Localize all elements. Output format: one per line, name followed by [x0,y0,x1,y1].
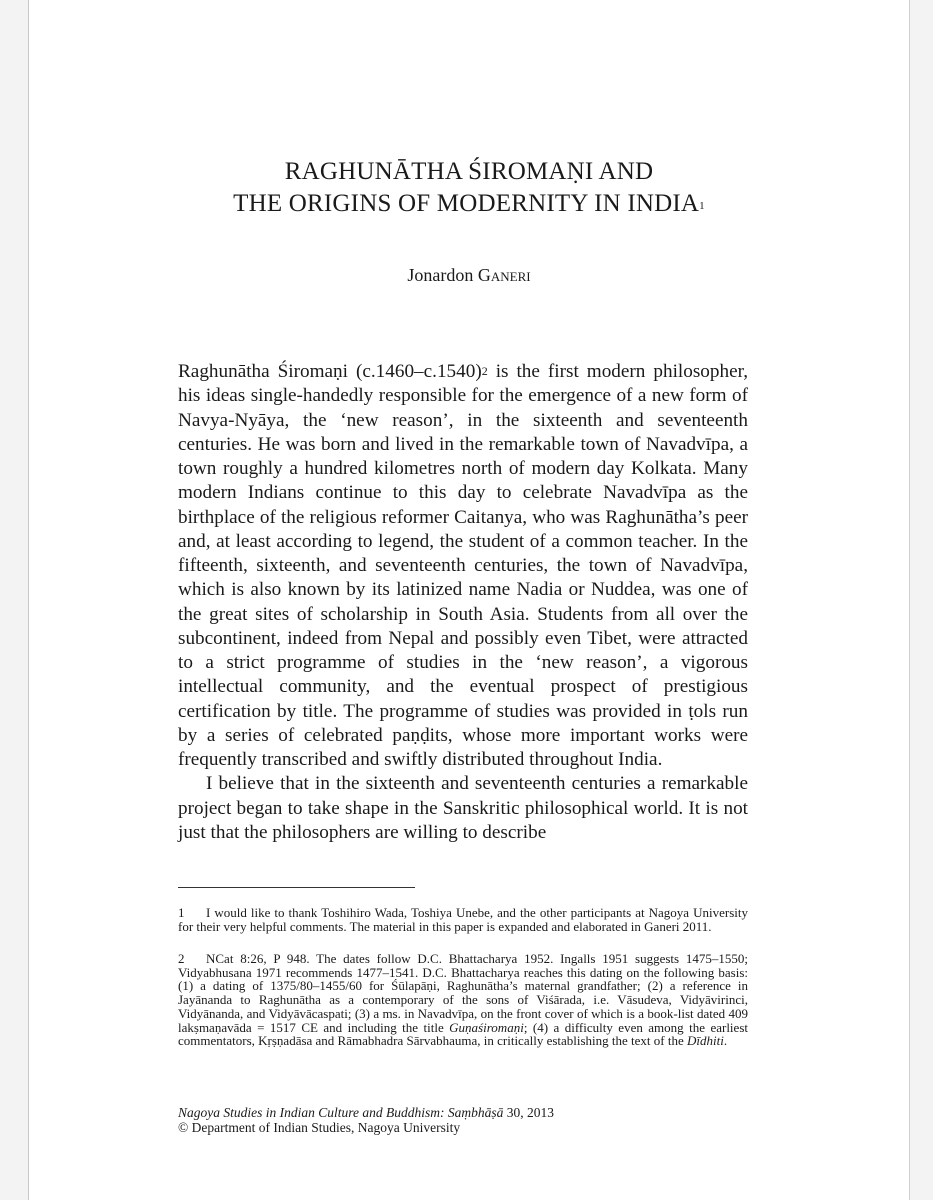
title-line-2-text: THE ORIGINS OF MODERNITY IN INDIA [233,190,700,217]
title-line-1-text: RAGHUNĀTHA ŚIROMAṆI AND [284,158,654,185]
paragraph-1 [178,360,748,772]
main-body [178,360,748,845]
footnote-2-text-b: ; (4) a difficulty even among the earliest commentators, Kṛṣṇadāsa and Rāmabhadra Sārvabhauma, in critically establishing the text of the [178,1019,748,1049]
footnote-2 [178,952,748,1048]
footnote-1 [178,906,748,933]
footnote-1-number: 1 [178,905,185,920]
p2-text: I believe that in the sixteenth and seventeenth centuries a remarkable project began to take shape in the Sanskritic philosophical world. It is not just that the philosophers are willing to describe [178,773,748,843]
footnote-2-text-a: NCat 8:26, P 948. The dates follow D.C. Bhattacharya 1952. Ingalls 1951 suggests 1475–1550; Vidyabhusana 1971 recommends 1477–1541. D.C. Bhattacharya reaches this dating on the following basis: (1) a dating of 1375/80–1455/60 for Śūlapāṇi, Raghunātha’s maternal grandfather; (2) a reference in Jayānanda to Raghunātha as a contemporary of the sons of Viśārada, i.e. Vāsudeva, Vidyāvirinci, Vidyānanda, and Vidyāvācaspati; (3) a ms. in Navadvīpa, on the front cover of which is a book-list dated 409 lakṣmaṇavāda = 1517 CE and including the title [178,951,748,1035]
author-last-name: Ganeri [477,265,531,285]
footnote-2-title-gunasiromani: Guṇaśiromaṇi [449,1019,524,1035]
paragraph-2 [178,772,748,845]
paper-page [28,0,910,1200]
footnote-1-text: I would like to thank Toshihiro Wada, Toshiya Unebe, and the other participants at Nagoya University for their very helpful comments. The material in this paper is expanded and elaborated in Ganeri 2011. [178,905,748,934]
footnote-2-title-didhiti: Dīdhiti [687,1033,724,1049]
article-title-line-1 [29,155,909,189]
title-footnote-marker: 1 [699,200,705,212]
footnote-divider [178,887,415,888]
article-title-line-2 [29,187,909,221]
author-first-name: Jonardon [407,265,478,285]
publication-info [178,1105,748,1135]
journal-name: Nagoya Studies in Indian Culture and Buddhism: Saṃbhāṣā [178,1105,504,1120]
journal-issue: 30, 2013 [503,1105,554,1120]
journal-line [178,1105,748,1120]
footnote-marker-2: 2 [481,364,488,378]
footnote-2-number: 2 [178,951,185,966]
author-name [29,265,909,286]
copyright-line: © Department of Indian Studies, Nagoya University [178,1120,461,1135]
p1-text: is the first modern philosopher, his ideas single-handedly responsible for the emergence of a new form of Navya-Nyāya, the ‘new reason’, in the sixteenth and seventeenth centuries. He was born and lived in the remarkable town of Navadvīpa, a town roughly a hundred kilometres north of modern day Kolkata. Many modern Indians continue to this day to celebrate Navadvīpa as the birthplace of the religious reformer Caitanya, who was Raghunātha’s peer and, at least according to legend, the student of a common teacher. In the fifteenth, sixteenth, and seventeenth centuries, the town of Navadvīpa, which is also known by its latinized name Nadia or Nuddea, was one of the great sites of scholarship in South Asia. Students from all over the subcontinent, indeed from Nepal and possibly even Tibet, were attracted to a strict programme of studies in the ‘new reason’, a vigorous intellectual community, and the eventual prospect of prestigious certification by title. The programme of studies was provided in ṭols run by a series of celebrated paṇḍits, whose more important works were frequently transcribed and swiftly distributed throughout India. [178,361,749,770]
footnote-2-text-c: . [723,1033,728,1049]
p1-opening: Raghunātha Śiromaṇi (c.1460–c.1540) [178,361,482,382]
